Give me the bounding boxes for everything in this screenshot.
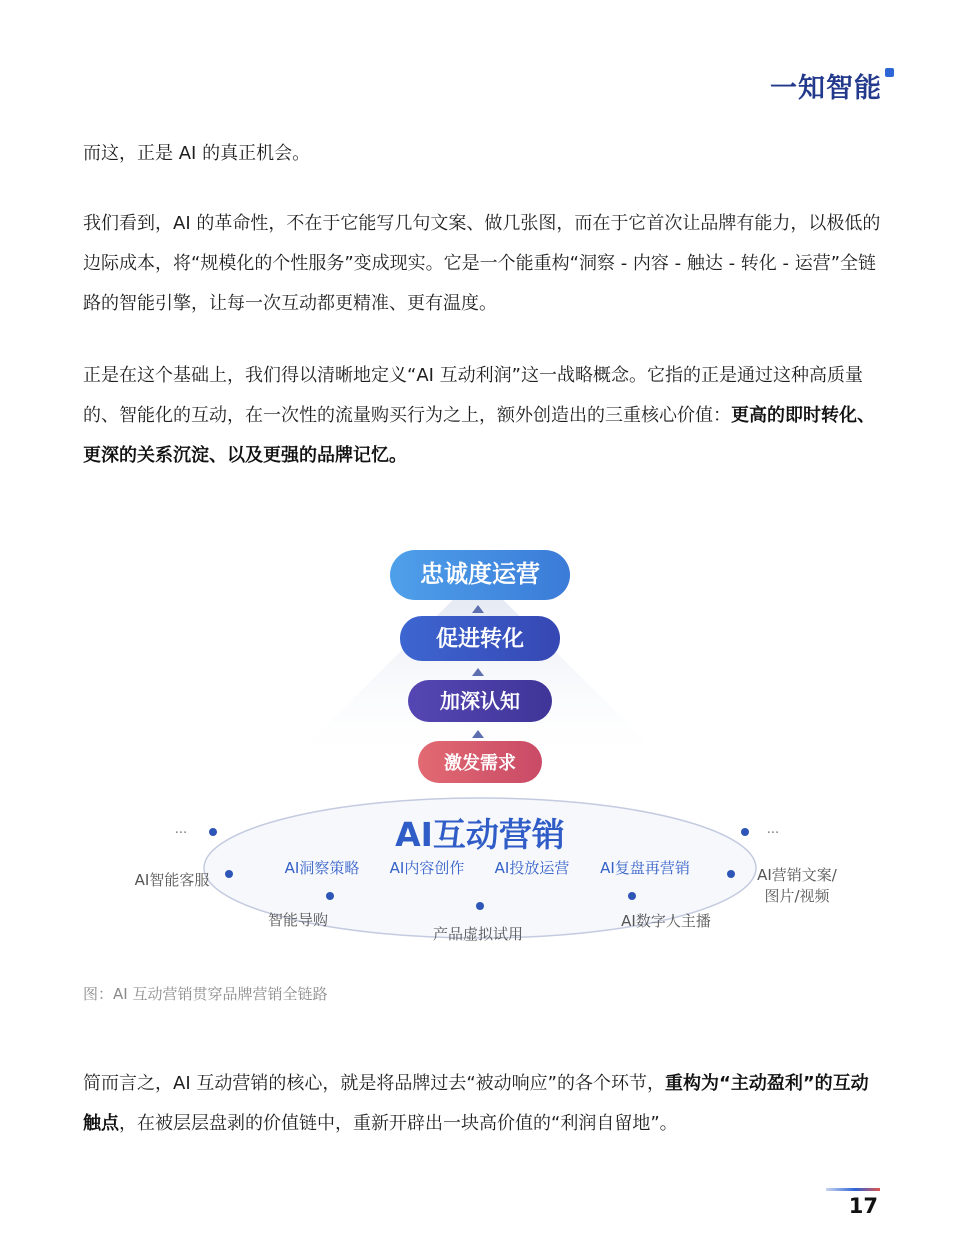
paragraph-intro: 而这，正是 AI 的真正机会。 bbox=[83, 143, 311, 164]
outer-label-copywriting-2: 图片/视频 bbox=[764, 887, 830, 905]
outer-label-digital-human: AI数字人主播 bbox=[621, 912, 711, 930]
paragraph-summary-emphasis: 重构为“主动盈利”的互动触点 bbox=[83, 1073, 869, 1134]
paragraph-summary bbox=[83, 1064, 883, 1144]
ellipsis-left: ... bbox=[174, 822, 188, 837]
funnel-cone bbox=[296, 575, 660, 755]
outer-label-virtual-tryon: 产品虚拟试用 bbox=[432, 925, 524, 943]
paragraph-summary-text-1: 简而言之，AI 互动营销的核心，就是将品牌过去“被动响应”的各个环节， bbox=[83, 1073, 665, 1094]
ring-center-title: AI互动营销 bbox=[395, 815, 565, 854]
figure-caption: 图：AI 互动营销贯穿品牌营销全链路 bbox=[83, 985, 328, 1003]
paragraph-definition-emphasis: 更高的即时转化、更深的关系沉淀、以及更强的品牌记忆。 bbox=[83, 405, 875, 466]
ai-marketing-diagram bbox=[0, 530, 956, 960]
stage-loyalty-label: 忠诚度运营 bbox=[420, 560, 540, 588]
page-number: 17 bbox=[848, 1194, 878, 1218]
ring-dot bbox=[225, 870, 233, 878]
logo-mark-icon bbox=[885, 68, 894, 77]
ring-dot bbox=[741, 828, 749, 836]
ring-dot bbox=[476, 902, 484, 910]
ring-item-delivery: AI投放运营 bbox=[494, 859, 570, 877]
ring-dot bbox=[628, 892, 636, 900]
ring-dot bbox=[727, 870, 735, 878]
ring-item-content: AI内容创作 bbox=[389, 859, 465, 877]
ring-item-remarketing: AI复盘再营销 bbox=[600, 859, 690, 877]
logo-text: 一知智能 bbox=[770, 73, 882, 104]
paragraph-definition bbox=[83, 356, 883, 476]
paragraph-definition-text: 正是在这个基础上，我们得以清晰地定义“AI 互动利润”这一战略概念。它指的正是通过这种高质量的、智能化的互动，在一次性的流量购买行为之上，额外创造出的三重核心价值： bbox=[83, 365, 863, 426]
outer-label-copywriting: AI营销文案/ bbox=[757, 866, 837, 884]
ring-dot bbox=[209, 828, 217, 836]
stage-conversion bbox=[400, 616, 560, 661]
stage-conversion-label: 促进转化 bbox=[435, 627, 525, 652]
outer-label-shopping-guide: 智能导购 bbox=[267, 911, 329, 929]
stage-demand bbox=[418, 741, 542, 783]
stage-loyalty bbox=[390, 550, 570, 600]
paragraph-revolution: 我们看到，AI 的革命性，不在于它能写几句文案、做几张图，而在于它首次让品牌有能力，以极低的边际成本，将“规模化的个性服务”变成现实。它是一个能重构“洞察 - 内容 - 触达 - 转化 - 运营”全链路的智能引擎，让每一次互动都更精准、更有温度。 bbox=[83, 213, 881, 314]
logo bbox=[770, 66, 894, 105]
page-number-accent bbox=[826, 1188, 880, 1191]
ellipsis-right: ... bbox=[766, 822, 780, 837]
paragraph-summary-text-2: ，在被层层盘剥的价值链中，重新开辟出一块高价值的“利润自留地”。 bbox=[119, 1113, 678, 1134]
ring-item-insight: AI洞察策略 bbox=[284, 859, 360, 877]
ring-dot bbox=[326, 892, 334, 900]
outer-label-customer-service: AI智能客服 bbox=[134, 871, 210, 889]
stage-awareness bbox=[408, 680, 552, 722]
stage-awareness-label: 加深认知 bbox=[440, 689, 520, 713]
stage-demand-label: 激发需求 bbox=[444, 753, 516, 774]
